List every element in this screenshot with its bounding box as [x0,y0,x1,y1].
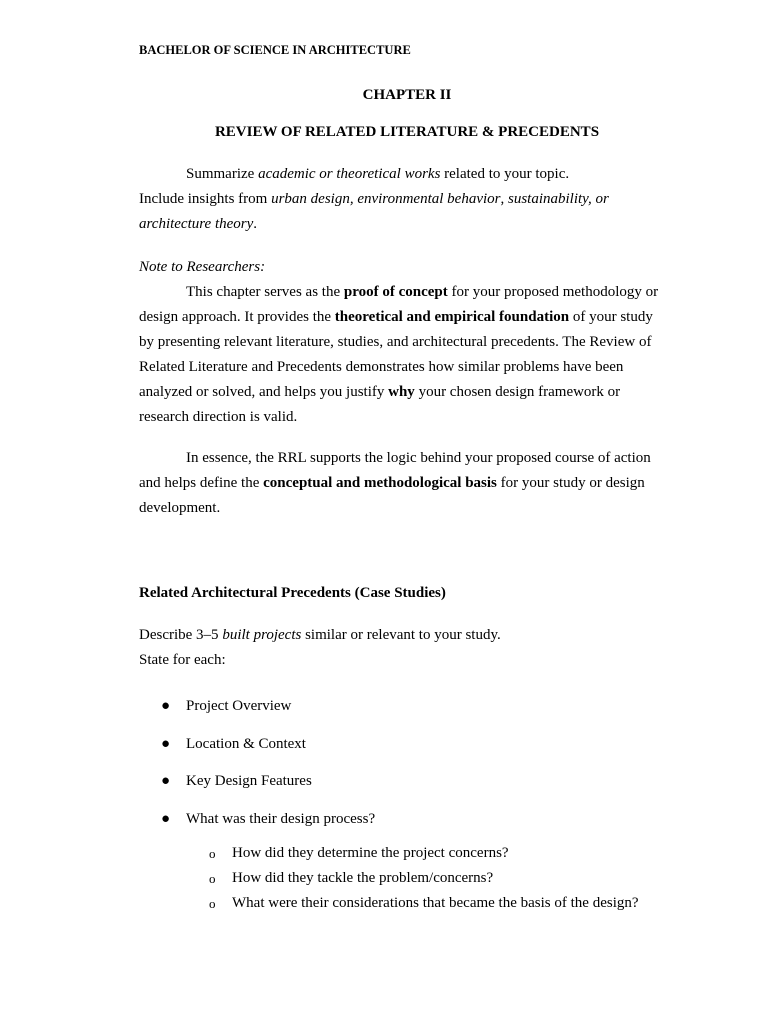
note-line-4: Related Literature and Precedents demonstrates how similar problems have been [139,359,624,375]
note-line-1: This chapter serves as the proof of concept for your proposed methodology or [186,284,659,300]
sub-bullet-glyph: o [209,896,216,911]
bullet-item: Key Design Features [186,773,312,789]
precedents-desc-2: State for each: [139,652,226,668]
sub-bullet-item: What were their considerations that became the basis of the design? [232,895,639,911]
bullet-glyph: ● [161,736,171,752]
note-label: Note to Researchers: [139,259,266,275]
essence-line-3: development. [139,500,221,516]
chapter-heading: CHAPTER II [362,87,452,103]
note-line-5: analyzed or solved, and helps you justify why your chosen design framework or [139,384,621,400]
precedents-desc-1: Describe 3–5 built projects similar or relevant to your study. [139,627,501,643]
bullet-glyph: ● [161,811,171,827]
essence-line-2: and helps define the conceptual and methodological basis for your study or design [139,475,645,491]
sub-bullet-glyph: o [209,846,216,861]
bullet-glyph: ● [161,773,171,789]
bullet-item: What was their design process? [186,811,376,827]
bullet-item: Project Overview [186,698,292,714]
summary-line-3: architecture theory. [139,216,258,232]
sub-bullet-glyph: o [209,871,216,886]
program-header: BACHELOR OF SCIENCE IN ARCHITECTURE [139,43,411,57]
essence-line-1: In essence, the RRL supports the logic behind your proposed course of action [186,450,651,466]
bullet-item: Location & Context [186,736,306,752]
note-line-6: research direction is valid. [139,409,298,425]
note-line-2: design approach. It provides the theoretical and empirical foundation of your study [139,309,653,325]
bullet-glyph: ● [161,698,171,714]
summary-line-2: Include insights from urban design, environmental behavior, sustainability, or [139,191,609,207]
sub-bullet-item: How did they determine the project concerns? [232,845,509,861]
note-line-3: by presenting relevant literature, studies, and architectural precedents. The Review of [139,334,652,350]
chapter-title: REVIEW OF RELATED LITERATURE & PRECEDENTS [214,124,600,140]
summary-line-1: Summarize academic or theoretical works related to your topic. [186,166,570,182]
sub-bullet-item: How did they tackle the problem/concerns? [232,870,494,886]
precedents-heading: Related Architectural Precedents (Case Studies) [139,585,446,601]
